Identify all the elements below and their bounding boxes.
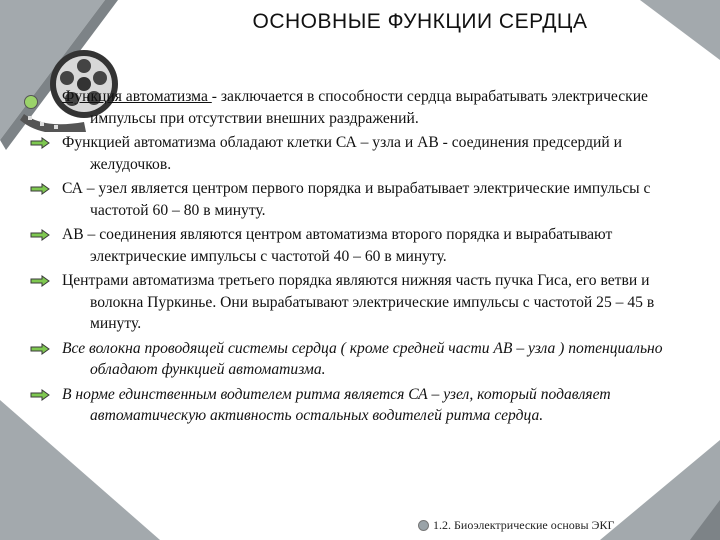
arrow-right-icon — [30, 229, 50, 241]
item-text: Центрами автоматизма третьего порядка являются нижняя часть пучка Гиса, его ветви и волокна Пуркинье. Они вырабатывают электрические импульсы с частотой 25 – 45 в минуту. — [62, 272, 655, 332]
item-text: В норме единственным водителем ритма является СА – узел, который подавляет автоматическую активность остальных водителей ритма сердца. — [62, 385, 611, 424]
item-lead: Функция автоматизма — [62, 88, 212, 105]
list-item — [30, 338, 686, 381]
item-text: Функцией автоматизма обладают клетки СА – узла и АВ - соединения предсердий и желудочков. — [62, 134, 622, 173]
item-text: - заключается в способности сердца вырабатывать электрические импульсы при отсутствии внешних раздражений. — [90, 88, 648, 127]
arrow-right-icon — [30, 343, 50, 355]
list-item — [30, 384, 686, 427]
list-item — [30, 178, 686, 221]
arrow-right-icon — [30, 389, 50, 401]
list-item — [30, 270, 686, 335]
page-title: ОСНОВНЫЕ ФУНКЦИИ СЕРДЦА — [252, 10, 588, 33]
item-text: Все волокна проводящей системы сердца ( кроме средней части АВ – узла ) потенциально обладают функцией автоматизма. — [62, 339, 663, 378]
item-text: СА – узел является центром первого порядка и вырабатывает электрические импульсы с частотой 60 – 80 в минуту. — [62, 180, 651, 219]
footer-text: 1.2. Биоэлектрические основы ЭКГ — [433, 518, 615, 532]
item-text: АВ – соединения являются центром автоматизма второго порядка и вырабатывают электрические импульсы с частотой 40 – 60 в минуту. — [62, 226, 613, 265]
list-item — [30, 132, 686, 175]
arrow-right-icon — [30, 183, 50, 195]
list-item — [30, 86, 686, 129]
arrow-right-icon — [30, 137, 50, 149]
footer-bullet-icon — [418, 520, 429, 531]
function-list — [30, 86, 686, 430]
arrow-right-icon — [30, 275, 50, 287]
footer — [418, 518, 614, 533]
list-item — [30, 224, 686, 267]
